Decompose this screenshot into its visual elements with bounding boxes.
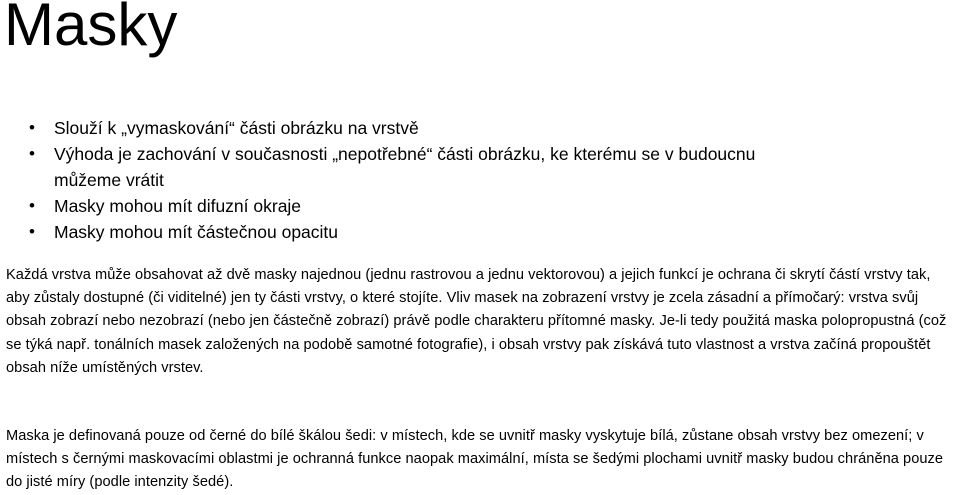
bullet-item (0, 141, 960, 193)
bullet-text: Masky mohou mít částečnou opacitu (54, 222, 339, 242)
bullet-icon: • (29, 144, 35, 163)
bullet-item (0, 115, 960, 141)
bullet-item (0, 219, 960, 245)
bullet-icon: • (29, 196, 35, 215)
paragraph-mask-definition: Maska je definovaná pouze od černé do bílé škálou šedi: v místech, kde se uvnitř masky vyskytuje bílá, zůstane obsah vrstvy bez omezení; v místech s černými maskovacími oblastmi je ochranná funkce naopak maximální, místa se šedými plochami uvnitř masky budou chráněna pouze do jisté míry (podle intenzity šedé). (6, 428, 944, 491)
paragraph-layers: Každá vrstva může obsahovat až dvě masky najednou (jednu rastrovou a jednu vektorovou) a jejich funkcí je ochrana či skrytí částí vrstvy tak, aby zůstaly dostupné (či viditelné) jen ty části vrstvy, o které stojíte. Vliv masek na zobrazení vrstvy je zcela zásadní a přímočarý: vrstva svůj obsah zobrazí nebo nezobrazí (nebo jen částečně zobrazí) právě podle charakteru přítomné masky. Je-li tedy použitá maska polopropustná (což se týká např. tonálních masek založených na podobě samotné fotografie), i obsah vrstvy pak získává tuto vlastnost a vrstva začíná propouštět obsah níže umístěných vrstev. (6, 267, 947, 376)
bullet-icon: • (29, 118, 35, 137)
bullet-list (0, 115, 960, 245)
bullet-text: Slouží k „vymaskování“ části obrázku na vrstvě (54, 118, 419, 138)
bullet-icon: • (29, 222, 35, 241)
slide-title: Masky (4, 0, 178, 58)
bullet-text: Výhoda je zachování v současnosti „nepotřebné“ části obrázku, ke kterému se v budoucnu můžeme vrátit (54, 144, 756, 190)
bullet-item (0, 193, 960, 219)
bullet-text: Masky mohou mít difuzní okraje (54, 196, 302, 216)
